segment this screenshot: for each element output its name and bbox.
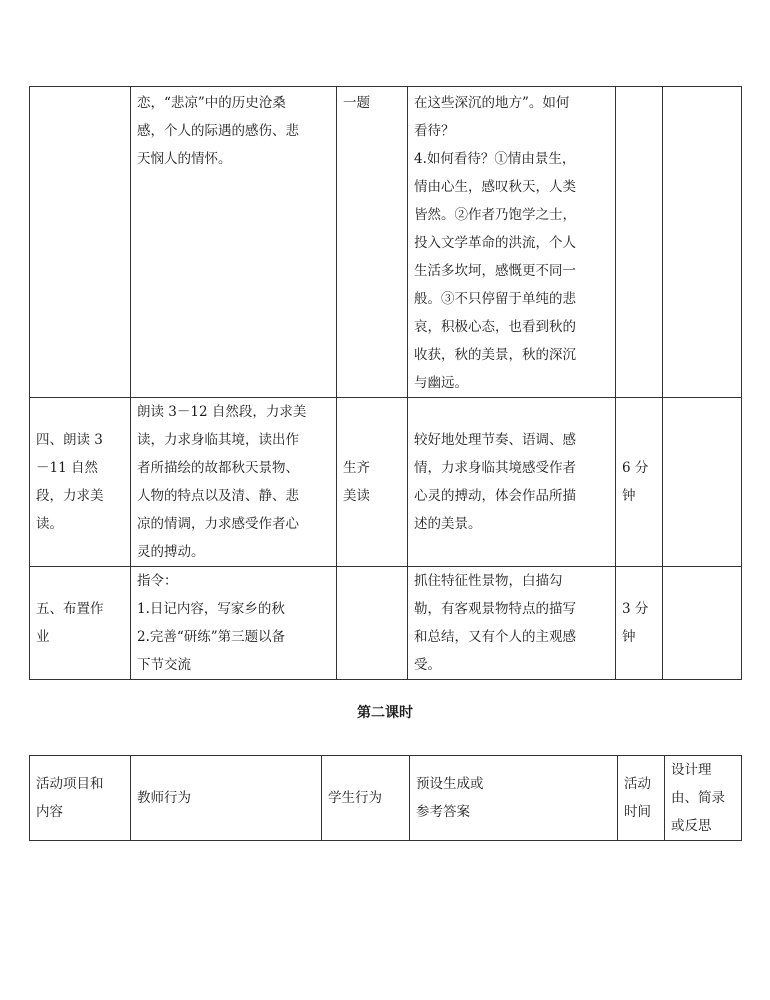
cell-text-line: 钟 <box>622 488 636 504</box>
cell-text-line: 般。③不只停留于单纯的悲 <box>414 291 576 307</box>
cell-text-line: 投入文学革命的洪流，个人 <box>414 235 576 251</box>
cell-text-line: 天悯人的情怀。 <box>137 151 232 167</box>
cell-text-line: 下节交流 <box>137 657 191 673</box>
cell-text-line: 活动 <box>624 776 651 792</box>
cell-text-line: 者所描绘的故都秋天景物、 <box>137 460 299 476</box>
answer-cell <box>408 567 616 680</box>
cell-text-line: 段，力求美 <box>36 488 104 504</box>
cell-text-line: 由、简录 <box>671 790 725 806</box>
cell-text-line: 预设生成或 <box>416 776 484 792</box>
cell-text-line: 述的美景。 <box>414 516 482 532</box>
cell-text-line: 业 <box>36 629 50 645</box>
cell-text-line: 恋，“悲凉”中的历史沧桑 <box>137 95 286 111</box>
cell-text-line: 情由心生，感叹秋天，人类 <box>414 179 576 195</box>
cell-text-line: 情，力求身临其境感受作者 <box>414 460 576 476</box>
answer-cell <box>408 87 616 398</box>
student-action-cell <box>337 87 408 398</box>
cell-text-line: 灵的搏动。 <box>137 544 205 560</box>
cell-text-line: 4.如何看待？①情由景生， <box>414 151 576 167</box>
cell-text-line: 或反思 <box>671 818 712 834</box>
cell-text-line: 哀，积极心态，也看到秋的 <box>414 319 576 335</box>
time-cell <box>616 87 663 398</box>
cell-text-line: 四、朗读 3 <box>36 432 103 448</box>
lesson-plan-table-continued <box>29 86 742 680</box>
cell-text-line: 抓住特征性景物，白描勾 <box>414 573 563 589</box>
table-row <box>30 398 742 567</box>
cell-text-line: 1.日记内容，写家乡的秋 <box>137 601 285 617</box>
cell-text-line: 6 分 <box>622 460 649 476</box>
cell-text-line: 活动项目和 <box>36 776 104 792</box>
cell-text-line: 内容 <box>36 804 63 820</box>
reflection-cell <box>663 398 742 567</box>
cell-text-line: 和总结，又有个人的主观感 <box>414 629 576 645</box>
cell-text-line: 较好地处理节奏、语调、感 <box>414 432 576 448</box>
reflection-cell <box>663 567 742 680</box>
cell-text-line: 读。 <box>36 516 63 532</box>
header-student-action <box>322 756 410 841</box>
header-answer <box>410 756 618 841</box>
student-action-cell <box>337 567 408 680</box>
header-time <box>618 756 665 841</box>
cell-text-line: 生活多坎坷，感慨更不同一 <box>414 263 576 279</box>
reflection-cell <box>663 87 742 398</box>
header-activity <box>30 756 131 841</box>
time-cell <box>616 567 663 680</box>
student-action-cell <box>337 398 408 567</box>
cell-text-line: 教师行为 <box>137 790 191 806</box>
cell-text-line: 看待？ <box>414 123 455 139</box>
cell-text-line: 2.完善“研练”第三题以备 <box>137 629 286 645</box>
teacher-action-cell <box>131 87 337 398</box>
cell-text-line: 受。 <box>414 657 441 673</box>
cell-text-line: 皆然。②作者乃饱学之士， <box>414 207 576 223</box>
cell-text-line: 3 分 <box>622 601 649 617</box>
cell-text-line: 人物的特点以及清、静、悲 <box>137 488 299 504</box>
activity-cell <box>30 87 131 398</box>
cell-text-line: －11 自然 <box>36 460 98 476</box>
lesson-plan-table-header <box>29 755 742 841</box>
cell-text-line: 勒，有客观景物特点的描写 <box>414 601 576 617</box>
header-reflection <box>665 756 742 841</box>
cell-text-line: 凉的情调，力求感受作者心 <box>137 516 299 532</box>
cell-text-line: 美读 <box>343 488 370 504</box>
cell-text-line: 时间 <box>624 804 651 820</box>
cell-text-line: 收获，秋的美景，秋的深沉 <box>414 347 576 363</box>
time-cell <box>616 398 663 567</box>
cell-text-line: 朗读 3－12 自然段，力求美 <box>137 404 307 420</box>
cell-text-line: 在这些深沉的地方”。如何 <box>414 95 570 111</box>
cell-text-line: 生齐 <box>343 460 370 476</box>
section-title: 第二课时 <box>357 705 413 721</box>
cell-text-line: 心灵的搏动，体会作品所描 <box>414 488 576 504</box>
cell-text-line: 一题 <box>343 95 370 111</box>
table-row <box>30 567 742 680</box>
cell-text-line: 与幽远。 <box>414 375 468 391</box>
cell-text-line: 感，个人的际遇的感伤、悲 <box>137 123 299 139</box>
cell-text-line: 读，力求身临其境，读出作 <box>137 432 299 448</box>
teacher-action-cell <box>131 567 337 680</box>
answer-cell <box>408 398 616 567</box>
teacher-action-cell <box>131 398 337 567</box>
cell-text-line: 指令： <box>137 573 178 589</box>
cell-text-line: 学生行为 <box>328 790 382 806</box>
cell-text-line: 钟 <box>622 629 636 645</box>
header-teacher-action <box>131 756 322 841</box>
table-header-row <box>30 756 742 841</box>
cell-text-line: 五、布置作 <box>36 601 104 617</box>
cell-text-line: 设计理 <box>671 762 712 778</box>
activity-cell <box>30 567 131 680</box>
cell-text-line: 参考答案 <box>416 804 470 820</box>
activity-cell <box>30 398 131 567</box>
table-row <box>30 87 742 398</box>
